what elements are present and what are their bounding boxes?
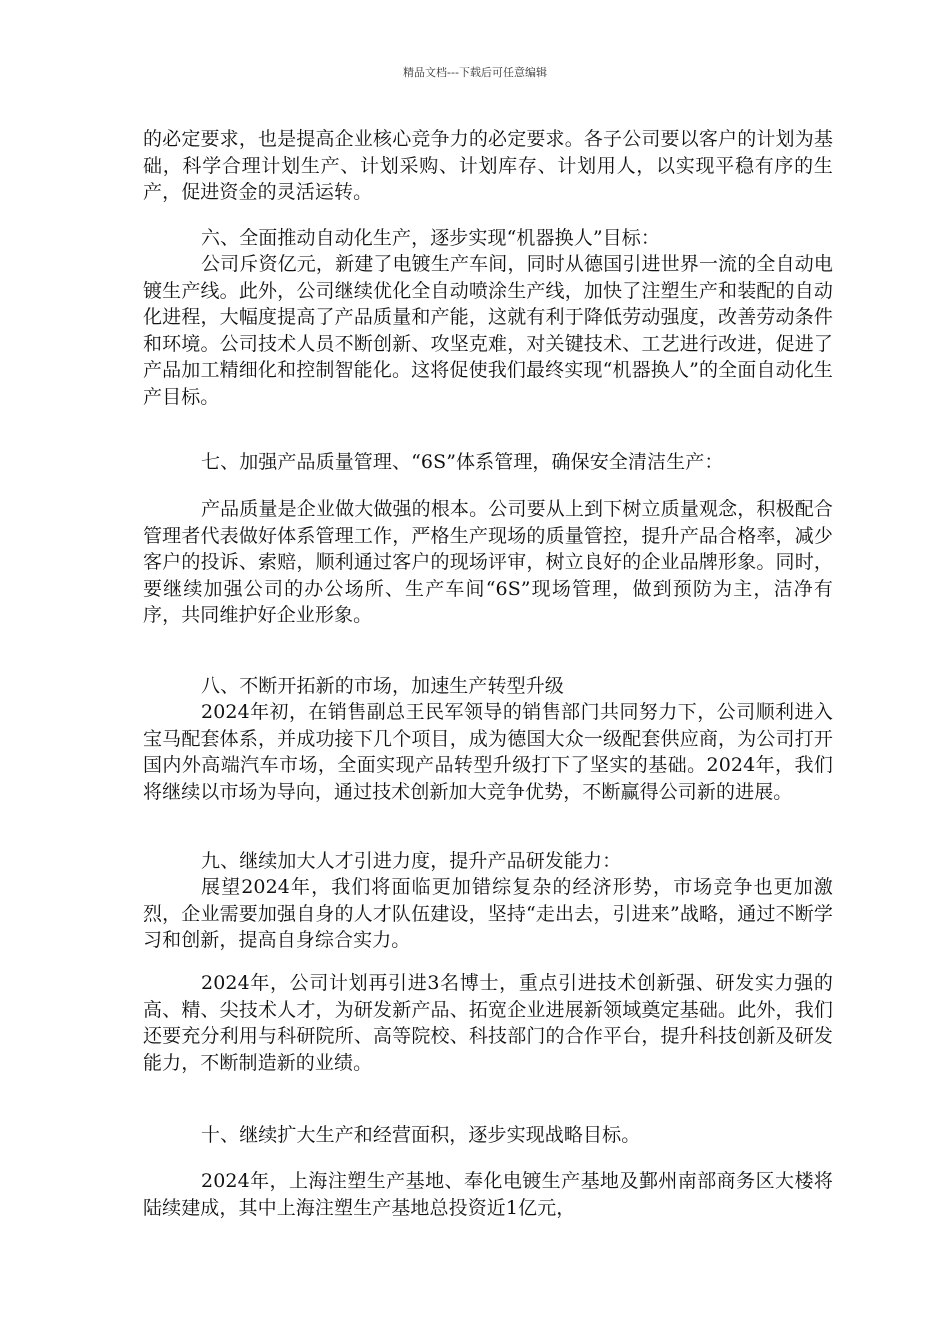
heading-section-10: 十、继续扩大生产和经营面积，逐步实现战略目标。 (201, 1124, 641, 1146)
paragraph-section-9: 展望2024年，我们将面临更加错综复杂的经济形势，市场竞争也更加激烈，企业需要加强自身的人才队伍建设，坚持“走出去，引进来”战略，通过不断学习和创新，提高自身综合实力。 (143, 876, 833, 951)
heading-section-9: 九、继续加大人才引进力度，提升产品研发能力： (201, 850, 622, 872)
paragraph-section-10: 2024年，上海注塑生产基地、奉化电镀生产基地及鄞州南部商务区大楼将陆续建成，其中上海注塑生产基地总投资近1亿元， (143, 1170, 833, 1219)
page-header: 精品文档---下载后可任意编辑 (403, 66, 547, 79)
paragraph-section-7: 产品质量是企业做大做强的根本。公司要从上到下树立质量观念，积极配合管理者代表做好体系管理工作，严格生产现场的质量管控，提升产品合格率，减少客户的投诉、索赔，顺利通过客户的现场评审，树立良好的企业品牌形象。同时，要继续加强公司的办公场所、生产车间“6S”现场管理，做到预防为主，洁净有序，共同维护好企业形象。 (143, 498, 833, 626)
heading-section-6: 六、全面推动自动化生产，逐步实现“机器换人”目标： (201, 227, 660, 249)
paragraph-section-6: 公司斥资亿元，新建了电镀生产车间，同时从德国引进世界一流的全自动电镀生产线。此外，公司继续优化全自动喷涂生产线，加快了注塑生产和装配的自动化进程，大幅度提高了产品质量和产能，这就有利于降低劳动强度，改善劳动条件和环境。公司技术人员不断创新、攻坚克难，对关键技术、工艺进行改进，促进了产品加工精细化和控制智能化。这将促使我们最终实现“机器换人”的全面自动化生产目标。 (143, 253, 833, 408)
heading-section-8: 八、不断开拓新的市场，加速生产转型升级 (201, 675, 564, 697)
paragraph-intro: 的必定要求，也是提高企业核心竞争力的必定要求。各子公司要以客户的计划为基础，科学合理计划生产、计划采购、计划库存、计划用人，以实现平稳有序的生产，促进资金的灵活运转。 (143, 128, 833, 203)
heading-section-7: 七、加强产品质量管理、“6S”体系管理，确保安全清洁生产： (201, 451, 724, 473)
paragraph-section-9-talent: 2024年，公司计划再引进3名博士，重点引进技术创新强、研发实力强的高、精、尖技术人才，为研发新产品、拓宽企业进展新领域奠定基础。此外，我们还要充分利用与科研院所、高等院校、科技部门的合作平台，提升科技创新及研发能力，不断制造新的业绩。 (143, 972, 833, 1074)
paragraph-section-8: 2024年初，在销售副总王民军领导的销售部门共同努力下，公司顺利进入宝马配套体系，并成功接下几个项目，成为德国大众一级配套供应商，为公司打开国内外高端汽车市场，全面实现产品转型升级打下了坚实的基础。2024年，我们将继续以市场为导向，通过技术创新加大竞争优势，不断赢得公司新的进展。 (143, 701, 833, 803)
